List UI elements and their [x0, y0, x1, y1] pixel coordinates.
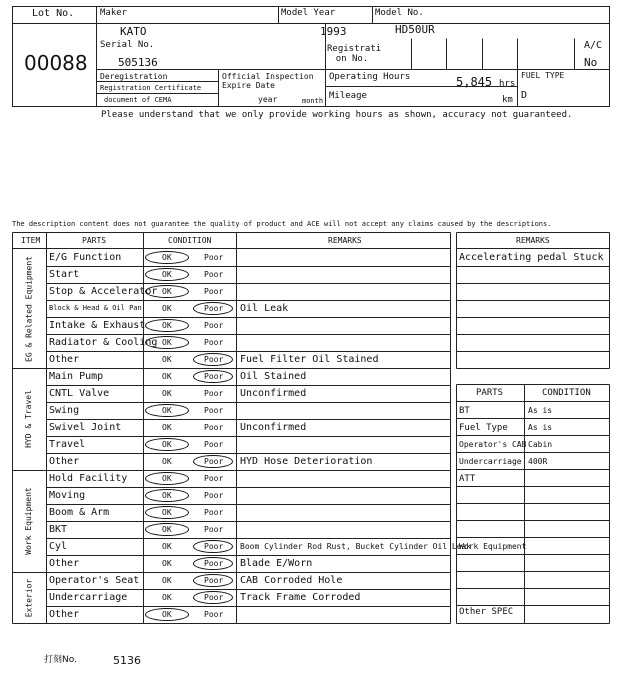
condition-poor: Poor	[204, 576, 224, 585]
condition-poor: Poor	[204, 253, 224, 262]
spec-condition-header: CONDITION	[542, 388, 591, 398]
condition-ok: OK	[162, 287, 172, 296]
inspection-label: Official Inspection Expire Date	[222, 72, 314, 90]
spec-condition: Cabin	[528, 439, 553, 449]
part-name: Other	[49, 456, 80, 467]
condition-ok: OK	[162, 355, 172, 364]
remark-text: Oil Leak	[240, 303, 289, 314]
remark-text: Unconfirmed	[240, 388, 307, 399]
condition-ok: OK	[162, 491, 172, 500]
condition-ok: OK	[162, 559, 172, 568]
poor-selected-circle	[193, 302, 233, 315]
part-name: Operator's Seat	[49, 575, 140, 586]
condition-ok: OK	[162, 576, 172, 585]
ok-selected-circle	[145, 319, 189, 332]
ac-label: A/C	[584, 40, 603, 51]
serial-value: 505136	[118, 56, 158, 69]
mileage-label: Mileage	[329, 91, 367, 101]
spec-part: Fuel Type	[459, 422, 508, 433]
remark-text: Unconfirmed	[240, 422, 307, 433]
condition-poor: Poor	[204, 491, 224, 500]
col-condition: CONDITION	[168, 236, 212, 245]
ok-selected-circle	[145, 251, 189, 264]
model-no-label: Model No.	[375, 8, 424, 18]
part-name: Moving	[49, 490, 86, 501]
col-item: ITEM	[21, 236, 41, 245]
condition-poor: Poor	[204, 406, 224, 415]
col-parts: PARTS	[82, 236, 107, 245]
group-label: Work Equipment	[24, 487, 33, 555]
spec-condition: As is	[528, 422, 553, 432]
condition-ok: OK	[162, 406, 172, 415]
poor-selected-circle	[193, 353, 233, 366]
condition-poor: Poor	[204, 525, 224, 534]
condition-ok: OK	[162, 304, 172, 313]
model-no-value: HD50UR	[395, 23, 435, 36]
condition-poor: Poor	[204, 372, 224, 381]
condition-poor: Poor	[204, 474, 224, 483]
stamp-no-label: 打刻No.	[44, 655, 77, 665]
condition-poor: Poor	[204, 423, 224, 432]
part-name: Other	[49, 558, 80, 569]
model-year-value: 1993	[320, 25, 347, 38]
condition-ok: OK	[162, 542, 172, 551]
hours-value: 5,845	[456, 75, 493, 89]
ok-selected-circle	[145, 438, 189, 451]
condition-ok: OK	[162, 440, 172, 449]
disclaimer: The description content does not guarantee the quality of product and ACE will not accept any claims caused by the descriptions.	[12, 220, 552, 228]
condition-ok: OK	[162, 423, 172, 432]
condition-ok: OK	[162, 525, 172, 534]
part-name: Main Pump	[49, 371, 104, 382]
condition-poor: Poor	[204, 287, 224, 296]
condition-ok: OK	[162, 610, 172, 619]
part-name: BKT	[49, 524, 68, 535]
group-label: EG & Related Equipment	[24, 255, 33, 362]
registration-label: Registrati on No.	[327, 44, 382, 64]
fuel-type-value: D	[521, 90, 528, 101]
maker-value: KATO	[120, 25, 147, 38]
ok-selected-circle	[145, 472, 189, 485]
model-year-label: Model Year	[281, 8, 336, 18]
col-remarks: REMARKS	[328, 236, 362, 245]
ok-selected-circle	[145, 523, 189, 536]
condition-ok: OK	[162, 270, 172, 279]
spec-other-spec: Other SPEC	[459, 607, 514, 617]
spec-parts-header: PARTS	[476, 388, 504, 398]
condition-ok: OK	[162, 338, 172, 347]
poor-selected-circle	[193, 540, 233, 553]
fuel-type-label: FUEL TYPE	[521, 71, 565, 80]
part-name: Start	[49, 269, 80, 280]
ok-selected-circle	[145, 489, 189, 502]
part-name: Other	[49, 609, 80, 620]
hours-unit: hrs	[499, 79, 516, 89]
condition-poor: Poor	[204, 440, 224, 449]
poor-selected-circle	[193, 574, 233, 587]
remark-text: Blade E/Worn	[240, 558, 313, 569]
month-label: month	[302, 97, 324, 105]
poor-selected-circle	[193, 591, 233, 604]
remark-text: Oil Stained	[240, 371, 307, 382]
spec-condition: 400R	[528, 456, 548, 466]
spec-part: Operator's CAB	[459, 439, 527, 449]
spec-part: ATT	[459, 473, 476, 484]
lot-value: 00088	[24, 51, 88, 75]
part-name: Boom & Arm	[49, 507, 110, 518]
group-label: Exterior	[24, 578, 33, 617]
ok-selected-circle	[145, 285, 189, 298]
remark-text: CAB Corroded Hole	[240, 575, 343, 586]
lot-label: Lot No.	[32, 8, 75, 19]
part-name: Intake & Exhaust	[49, 320, 146, 331]
ac-value: No	[584, 56, 598, 69]
part-name: Radiator & Cooling	[49, 337, 158, 348]
col-remarks-right: REMARKS	[516, 236, 550, 245]
condition-poor: Poor	[204, 338, 224, 347]
deregistration-label: Deregistration	[100, 72, 168, 81]
condition-ok: OK	[162, 593, 172, 602]
condition-poor: Poor	[204, 457, 224, 466]
condition-poor: Poor	[204, 593, 224, 602]
condition-poor: Poor	[204, 542, 224, 551]
group-label: HYD & Travel	[24, 390, 33, 448]
condition-poor: Poor	[204, 559, 224, 568]
reg-cert-label: Registration Certificate	[100, 84, 202, 92]
part-name: E/G Function	[49, 252, 122, 263]
remark-text: HYD Hose Deterioration	[240, 456, 373, 467]
spec-part: Undercarriage	[459, 456, 522, 466]
part-name: Hold Facility	[49, 473, 128, 484]
condition-poor: Poor	[204, 321, 224, 330]
ok-selected-circle	[145, 336, 189, 349]
condition-poor: Poor	[204, 304, 224, 313]
part-name: CNTL Valve	[49, 388, 110, 399]
spec-part: BT	[459, 405, 470, 416]
remark-text: Fuel Filter Oil Stained	[240, 354, 379, 365]
part-name: Swivel Joint	[49, 422, 122, 433]
condition-ok: OK	[162, 389, 172, 398]
part-name: Stop & Accelerator	[49, 286, 158, 297]
hours-accuracy-note: Please understand that we only provide working hours as shown, accuracy not guaranteed.	[101, 110, 573, 120]
remark-text: Track Frame Corroded	[240, 592, 361, 603]
poor-selected-circle	[193, 455, 233, 468]
right-remark: Accelerating pedal Stuck	[459, 252, 604, 263]
remark-text: Boom Cylinder Rod Rust, Bucket Cylinder Oil Leak	[240, 542, 472, 551]
condition-ok: OK	[162, 474, 172, 483]
spec-condition: As is	[528, 405, 553, 415]
condition-ok: OK	[162, 508, 172, 517]
cema-label: document of CEMA	[104, 96, 172, 104]
serial-label: Serial No.	[100, 40, 155, 50]
part-name: Travel	[49, 439, 86, 450]
condition-poor: Poor	[204, 355, 224, 364]
ok-selected-circle	[145, 404, 189, 417]
condition-ok: OK	[162, 253, 172, 262]
condition-ok: OK	[162, 321, 172, 330]
maker-label: Maker	[100, 8, 128, 18]
part-name: Swing	[49, 405, 80, 416]
condition-ok: OK	[162, 372, 172, 381]
mileage-unit: km	[502, 95, 513, 105]
hours-label: Operating Hours	[329, 72, 411, 82]
part-name: Cyl	[49, 541, 68, 552]
condition-poor: Poor	[204, 389, 224, 398]
poor-selected-circle	[193, 557, 233, 570]
condition-ok: OK	[162, 457, 172, 466]
condition-poor: Poor	[204, 270, 224, 279]
part-name: Other	[49, 354, 80, 365]
spec-work-equipment: Work Equipment	[459, 542, 527, 551]
condition-poor: Poor	[204, 610, 224, 619]
ok-selected-circle	[145, 506, 189, 519]
year-label: year	[258, 95, 278, 104]
ok-selected-circle	[145, 268, 189, 281]
condition-poor: Poor	[204, 508, 224, 517]
stamp-no-value: 5136	[113, 654, 141, 667]
part-name: Block & Head & Oil Pan	[49, 304, 142, 312]
ok-selected-circle	[145, 608, 189, 621]
poor-selected-circle	[193, 370, 233, 383]
part-name: Undercarriage	[49, 592, 128, 603]
